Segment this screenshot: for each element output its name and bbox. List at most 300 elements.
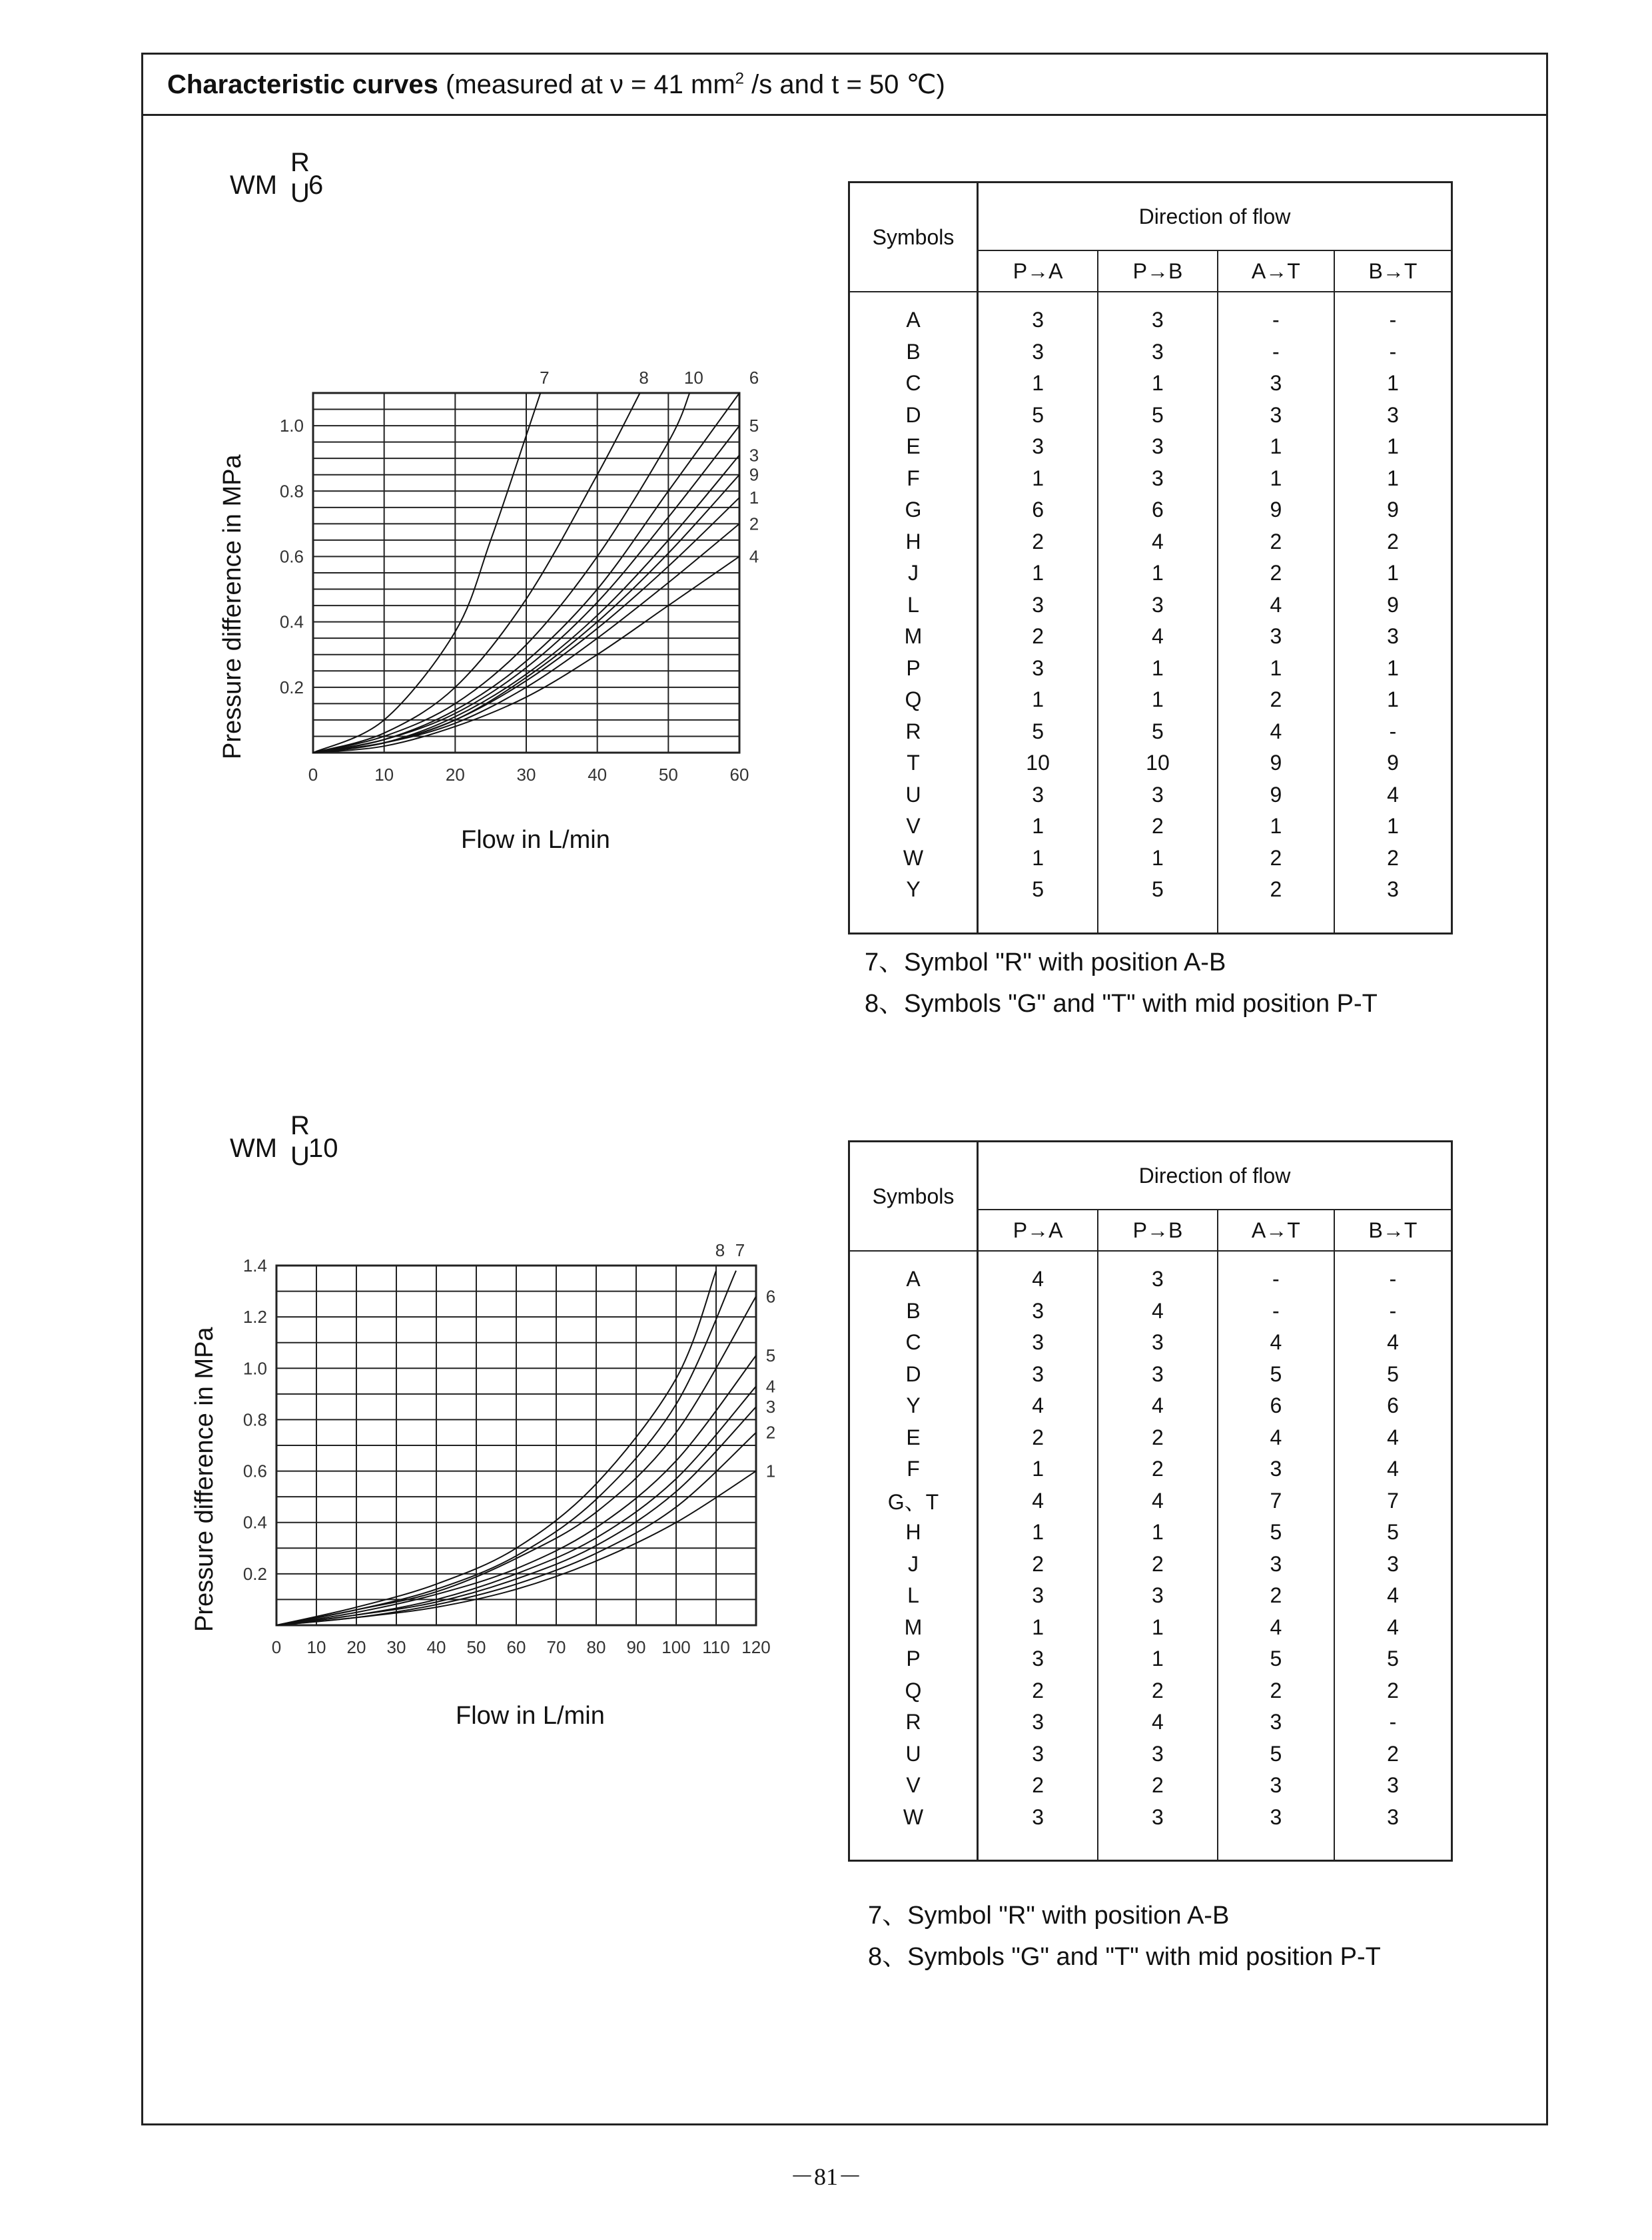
table-row <box>849 653 1452 685</box>
value-cell: 3 <box>978 779 1098 811</box>
symbol-cell: D <box>849 400 978 432</box>
symbol-cell: V <box>849 811 978 843</box>
symbol-cell: E <box>849 1422 978 1454</box>
value-cell: 6 <box>978 494 1098 526</box>
table-row <box>849 716 1452 748</box>
value-cell: - <box>1334 1264 1452 1296</box>
symbol-cell: M <box>849 1612 978 1644</box>
value-cell: 1 <box>1098 1612 1218 1644</box>
symbol-cell: E <box>849 431 978 463</box>
table-row <box>849 336 1452 368</box>
value-cell: 3 <box>1218 1453 1334 1485</box>
page-number: －81－ <box>789 2163 862 2190</box>
value-cell: 4 <box>1218 1422 1334 1454</box>
symbol-cell: R <box>849 716 978 748</box>
value-cell: 4 <box>1098 526 1218 558</box>
x-tick-label: 40 <box>426 1637 446 1657</box>
curve-label: 2 <box>765 1422 776 1443</box>
value-cell: 2 <box>1218 1580 1334 1612</box>
value-cell: 1 <box>1098 1643 1218 1675</box>
value-cell: 5 <box>978 716 1098 748</box>
table-row <box>849 589 1452 621</box>
grid <box>313 393 739 753</box>
value-cell: - <box>1218 336 1334 368</box>
flow-table-wm6 <box>848 181 1453 934</box>
value-cell: 3 <box>1334 874 1452 906</box>
value-cell: 3 <box>1098 1738 1218 1770</box>
chart-wm6 <box>280 353 813 833</box>
y-axis-label: Pressure difference in MPa <box>218 454 246 759</box>
value-cell: 3 <box>1334 1770 1452 1802</box>
symbol-cell: G <box>849 494 978 526</box>
x-axis-label: Flow in L/min <box>461 826 610 854</box>
symbol-cell: J <box>849 1549 978 1581</box>
value-cell: 9 <box>1334 494 1452 526</box>
value-cell: 5 <box>1218 1517 1334 1549</box>
value-cell: 5 <box>1098 874 1218 906</box>
x-tick-label: 100 <box>661 1637 691 1657</box>
table-row <box>849 1453 1452 1485</box>
value-cell: 1 <box>1218 463 1334 495</box>
table-row <box>849 811 1452 843</box>
col-header: P→B <box>1098 1210 1218 1251</box>
y-tick-label: 0.2 <box>279 677 304 697</box>
value-cell: 4 <box>1218 716 1334 748</box>
value-cell: 6 <box>1098 494 1218 526</box>
value-cell: - <box>1334 1296 1452 1327</box>
table-row <box>849 1485 1452 1517</box>
value-cell: - <box>1218 1264 1334 1296</box>
symbol-cell: M <box>849 621 978 653</box>
x-tick-label: 80 <box>586 1637 606 1657</box>
x-tick-label: 40 <box>588 765 608 785</box>
value-cell: 2 <box>1334 1738 1452 1770</box>
value-cell: 1 <box>1098 558 1218 589</box>
value-cell: 3 <box>1098 589 1218 621</box>
value-cell: 2 <box>1098 1453 1218 1485</box>
value-cell: 2 <box>1334 526 1452 558</box>
value-cell: 4 <box>1334 779 1452 811</box>
value-cell: 1 <box>1098 653 1218 685</box>
y-tick-label: 1.0 <box>279 416 304 436</box>
symbol-cell: Q <box>849 684 978 716</box>
value-cell: 3 <box>1218 1802 1334 1834</box>
value-cell: 3 <box>1098 779 1218 811</box>
value-cell: 1 <box>1334 431 1452 463</box>
curve-8 <box>276 1271 716 1625</box>
value-cell: 2 <box>978 1675 1098 1707</box>
symbol-cell: F <box>849 463 978 495</box>
value-cell: 9 <box>1218 494 1334 526</box>
value-cell: 1 <box>1218 653 1334 685</box>
value-cell: 2 <box>1334 1675 1452 1707</box>
table-row <box>849 1422 1452 1454</box>
value-cell: 3 <box>978 1327 1098 1359</box>
value-cell: 3 <box>1098 1580 1218 1612</box>
col-header: B→T <box>1334 250 1452 292</box>
curve-label: 3 <box>749 445 759 466</box>
table-row <box>849 874 1452 906</box>
note-item: 8、Symbols "G" and "T" with mid position P-T <box>865 990 1378 1018</box>
value-cell: 4 <box>1334 1580 1452 1612</box>
symbol-cell: U <box>849 1738 978 1770</box>
symbol-cell: Y <box>849 1390 978 1422</box>
model-label-wm10: WM R U 10 <box>230 1111 338 1171</box>
value-cell: 3 <box>1098 1359 1218 1391</box>
col-header: A→T <box>1218 250 1334 292</box>
table-row <box>849 1802 1452 1834</box>
symbol-cell: V <box>849 1770 978 1802</box>
table-row <box>849 1612 1452 1644</box>
x-tick-label: 0 <box>308 765 318 785</box>
y-tick-label: 0.8 <box>279 481 304 502</box>
table-row <box>849 747 1452 779</box>
table-row <box>849 368 1452 400</box>
value-cell: 2 <box>978 1770 1098 1802</box>
symbol-cell: H <box>849 526 978 558</box>
value-cell: 1 <box>1334 463 1452 495</box>
value-cell: 1 <box>1334 368 1452 400</box>
table-row <box>849 1327 1452 1359</box>
value-cell: 4 <box>978 1485 1098 1517</box>
value-cell: 2 <box>1218 1675 1334 1707</box>
value-cell: 4 <box>1098 621 1218 653</box>
value-cell: 1 <box>1098 1517 1218 1549</box>
symbol-cell: P <box>849 1643 978 1675</box>
symbol-cell: P <box>849 653 978 685</box>
value-cell: 4 <box>1334 1612 1452 1644</box>
curve-label: 7 <box>735 1240 745 1260</box>
x-tick-label: 60 <box>506 1637 526 1657</box>
value-cell: 3 <box>1098 1327 1218 1359</box>
symbol-cell: R <box>849 1706 978 1738</box>
value-cell: 4 <box>1334 1453 1452 1485</box>
table-row <box>849 1549 1452 1581</box>
symbol-cell: L <box>849 589 978 621</box>
curve-label: 6 <box>749 368 759 388</box>
value-cell: 3 <box>978 1580 1098 1612</box>
x-tick-label: 10 <box>306 1637 326 1657</box>
value-cell: 3 <box>978 336 1098 368</box>
value-cell: 5 <box>1218 1359 1334 1391</box>
curve-label: 4 <box>749 546 759 567</box>
value-cell: 5 <box>1098 400 1218 432</box>
value-cell: 4 <box>1218 1327 1334 1359</box>
value-cell: 2 <box>1218 558 1334 589</box>
value-cell: 10 <box>978 747 1098 779</box>
value-cell: 3 <box>978 589 1098 621</box>
y-axis-label: Pressure difference in MPa <box>191 1327 218 1632</box>
table-row <box>849 1517 1452 1549</box>
x-tick-label: 70 <box>546 1637 566 1657</box>
value-cell: 3 <box>1218 621 1334 653</box>
x-tick-label: 50 <box>658 765 678 785</box>
table-row <box>849 1390 1452 1422</box>
curve-label: 6 <box>765 1286 776 1307</box>
curve-label: 1 <box>749 488 759 508</box>
flow-table-wm10 <box>848 1140 1453 1862</box>
grid <box>276 1266 756 1625</box>
col-header: A→T <box>1218 1210 1334 1251</box>
note-item: 7、Symbol "R" with position A-B <box>868 1902 1230 1930</box>
value-cell: 5 <box>1334 1643 1452 1675</box>
value-cell: - <box>1334 304 1452 336</box>
value-cell: 1 <box>1098 368 1218 400</box>
value-cell: 3 <box>978 1802 1098 1834</box>
value-cell: 1 <box>1334 684 1452 716</box>
value-cell: 1 <box>978 558 1098 589</box>
value-cell: 1 <box>978 843 1098 875</box>
symbol-cell: B <box>849 336 978 368</box>
x-tick-label: 120 <box>741 1637 771 1657</box>
chart-wm10 <box>242 1226 846 1705</box>
curve-label: 8 <box>715 1240 725 1260</box>
value-cell: 2 <box>1098 811 1218 843</box>
symbol-cell: F <box>849 1453 978 1485</box>
symbol-cell: C <box>849 368 978 400</box>
x-tick-label: 20 <box>445 765 465 785</box>
symbol-cell: G、T <box>849 1485 978 1517</box>
table-row <box>849 1264 1452 1296</box>
value-cell: 3 <box>978 431 1098 463</box>
value-cell: 1 <box>978 811 1098 843</box>
table-row <box>849 1770 1452 1802</box>
col-header: B→T <box>1334 1210 1452 1251</box>
symbol-cell: A <box>849 304 978 336</box>
value-cell: 5 <box>1218 1738 1334 1770</box>
value-cell: - <box>1218 1296 1334 1327</box>
symbol-cell: Y <box>849 874 978 906</box>
direction-header: Direction of flow <box>978 1142 1452 1210</box>
value-cell: 3 <box>1098 1264 1218 1296</box>
x-tick-label: 110 <box>702 1637 730 1657</box>
value-cell: 3 <box>978 1359 1098 1391</box>
symbols-header: Symbols <box>849 1142 978 1252</box>
value-cell: 3 <box>978 1706 1098 1738</box>
value-cell: 3 <box>1334 621 1452 653</box>
y-tick-label: 0.4 <box>242 1512 267 1533</box>
table-row <box>849 558 1452 589</box>
y-tick-label: 1.0 <box>242 1358 267 1379</box>
table-row <box>849 1675 1452 1707</box>
value-cell: 1 <box>1218 811 1334 843</box>
x-tick-label: 10 <box>374 765 394 785</box>
symbol-cell: H <box>849 1517 978 1549</box>
value-cell: 4 <box>1098 1296 1218 1327</box>
value-cell: 3 <box>978 1738 1098 1770</box>
value-cell: 1 <box>978 684 1098 716</box>
value-cell: 3 <box>1334 1549 1452 1581</box>
value-cell: 3 <box>1098 336 1218 368</box>
value-cell: 5 <box>1218 1643 1334 1675</box>
value-cell: 9 <box>1218 747 1334 779</box>
value-cell: 10 <box>1098 747 1218 779</box>
value-cell: 2 <box>1218 874 1334 906</box>
value-cell: 1 <box>1098 843 1218 875</box>
value-cell: 2 <box>1218 843 1334 875</box>
value-cell: 4 <box>1098 1390 1218 1422</box>
curve-label: 4 <box>765 1376 776 1397</box>
symbols-header: Symbols <box>849 183 978 292</box>
value-cell: - <box>1218 304 1334 336</box>
x-tick-label: 20 <box>346 1637 366 1657</box>
value-cell: 2 <box>1218 526 1334 558</box>
symbol-cell: C <box>849 1327 978 1359</box>
value-cell: 1 <box>1218 431 1334 463</box>
table-row <box>849 779 1452 811</box>
value-cell: - <box>1334 1706 1452 1738</box>
x-tick-label: 30 <box>386 1637 406 1657</box>
curve-label: 8 <box>639 368 649 388</box>
value-cell: 3 <box>1218 1706 1334 1738</box>
value-cell: 5 <box>978 874 1098 906</box>
table-row <box>849 463 1452 495</box>
col-header: P→B <box>1098 250 1218 292</box>
x-tick-label: 90 <box>626 1637 646 1657</box>
value-cell: 1 <box>1334 558 1452 589</box>
value-cell: 3 <box>1098 431 1218 463</box>
value-cell: 3 <box>978 1296 1098 1327</box>
value-cell: 2 <box>978 1422 1098 1454</box>
table-row <box>849 621 1452 653</box>
table-row <box>849 843 1452 875</box>
x-tick-label: 30 <box>516 765 536 785</box>
value-cell: 9 <box>1334 747 1452 779</box>
symbol-cell: W <box>849 843 978 875</box>
value-cell: 4 <box>1334 1422 1452 1454</box>
model-label-wm6: WM R U 6 <box>230 148 324 208</box>
table-row <box>849 1296 1452 1327</box>
value-cell: 4 <box>1218 589 1334 621</box>
symbol-cell: T <box>849 747 978 779</box>
table-row <box>849 400 1452 432</box>
value-cell: 3 <box>1218 400 1334 432</box>
y-tick-label: 0.6 <box>279 546 304 567</box>
value-cell: 6 <box>1334 1390 1452 1422</box>
value-cell: 4 <box>1098 1485 1218 1517</box>
value-cell: 4 <box>1334 1327 1452 1359</box>
value-cell: 1 <box>978 368 1098 400</box>
symbol-cell: W <box>849 1802 978 1834</box>
value-cell: 7 <box>1218 1485 1334 1517</box>
note-item: 7、Symbol "R" with position A-B <box>865 948 1226 976</box>
value-cell: 9 <box>1334 589 1452 621</box>
value-cell: 3 <box>978 653 1098 685</box>
symbol-cell: B <box>849 1296 978 1327</box>
section-header <box>143 55 1546 116</box>
value-cell: 3 <box>1218 1770 1334 1802</box>
table-row <box>849 1580 1452 1612</box>
col-header: P→A <box>978 1210 1098 1251</box>
value-cell: 4 <box>1218 1612 1334 1644</box>
value-cell: 5 <box>1334 1517 1452 1549</box>
symbol-cell: U <box>849 779 978 811</box>
symbol-cell: A <box>849 1264 978 1296</box>
value-cell: 4 <box>978 1264 1098 1296</box>
table-row <box>849 1643 1452 1675</box>
value-cell: 3 <box>1098 1802 1218 1834</box>
value-cell: 9 <box>1218 779 1334 811</box>
curve-label: 2 <box>749 514 759 534</box>
y-tick-label: 0.4 <box>279 611 304 632</box>
y-tick-label: 0.8 <box>242 1409 267 1430</box>
value-cell: 3 <box>1218 1549 1334 1581</box>
y-tick-label: 1.4 <box>242 1256 267 1276</box>
curve-label: 1 <box>765 1461 776 1481</box>
value-cell: 2 <box>1334 843 1452 875</box>
value-cell: 2 <box>1098 1422 1218 1454</box>
value-cell: 4 <box>978 1390 1098 1422</box>
value-cell: 5 <box>1334 1359 1452 1391</box>
col-header: P→A <box>978 250 1098 292</box>
value-cell: 3 <box>1334 400 1452 432</box>
table-row <box>849 684 1452 716</box>
curve-label: 9 <box>749 464 759 485</box>
notes-wm10 <box>868 1895 1381 1978</box>
curve-label: 7 <box>540 368 550 388</box>
value-cell: 3 <box>978 1643 1098 1675</box>
x-axis-label: Flow in L/min <box>456 1702 605 1730</box>
value-cell: 3 <box>1098 304 1218 336</box>
value-cell: 4 <box>1098 1706 1218 1738</box>
value-cell: 1 <box>978 1453 1098 1485</box>
symbol-cell: L <box>849 1580 978 1612</box>
symbol-cell: Q <box>849 1675 978 1707</box>
curve-label: 5 <box>749 416 759 436</box>
value-cell: 2 <box>978 526 1098 558</box>
x-tick-label: 50 <box>466 1637 486 1657</box>
x-tick-label: 60 <box>729 765 749 785</box>
table-row <box>849 1738 1452 1770</box>
value-cell: 2 <box>978 621 1098 653</box>
value-cell: 2 <box>978 1549 1098 1581</box>
table-row <box>849 1359 1452 1391</box>
value-cell: 2 <box>1098 1549 1218 1581</box>
direction-header: Direction of flow <box>978 183 1452 251</box>
value-cell: 1 <box>1098 684 1218 716</box>
table-row <box>849 526 1452 558</box>
value-cell: 1 <box>978 463 1098 495</box>
value-cell: 3 <box>1334 1802 1452 1834</box>
header-title: Characteristic curves (measured at ν = 41 $mm^2$ /s and t = 50 ℃) <box>167 69 945 99</box>
value-cell: 1 <box>1334 653 1452 685</box>
table-row <box>849 431 1452 463</box>
y-tick-label: 1.2 <box>242 1307 267 1327</box>
value-cell: 2 <box>1098 1770 1218 1802</box>
value-cell: 2 <box>1098 1675 1218 1707</box>
value-cell: - <box>1334 336 1452 368</box>
table-row <box>849 494 1452 526</box>
y-tick-label: 0.6 <box>242 1461 267 1481</box>
symbol-cell: J <box>849 558 978 589</box>
value-cell: 3 <box>1218 368 1334 400</box>
value-cell: - <box>1334 716 1452 748</box>
value-cell: 7 <box>1334 1485 1452 1517</box>
value-cell: 2 <box>1218 684 1334 716</box>
symbol-cell: D <box>849 1359 978 1391</box>
value-cell: 6 <box>1218 1390 1334 1422</box>
value-cell: 5 <box>1098 716 1218 748</box>
value-cell: 5 <box>978 400 1098 432</box>
value-cell: 1 <box>1334 811 1452 843</box>
table-row <box>849 304 1452 336</box>
value-cell: 1 <box>978 1612 1098 1644</box>
notes-wm6 <box>865 942 1378 1024</box>
table-row <box>849 1706 1452 1738</box>
value-cell: 1 <box>978 1517 1098 1549</box>
value-cell: 3 <box>1098 463 1218 495</box>
x-tick-label: 0 <box>271 1637 282 1657</box>
